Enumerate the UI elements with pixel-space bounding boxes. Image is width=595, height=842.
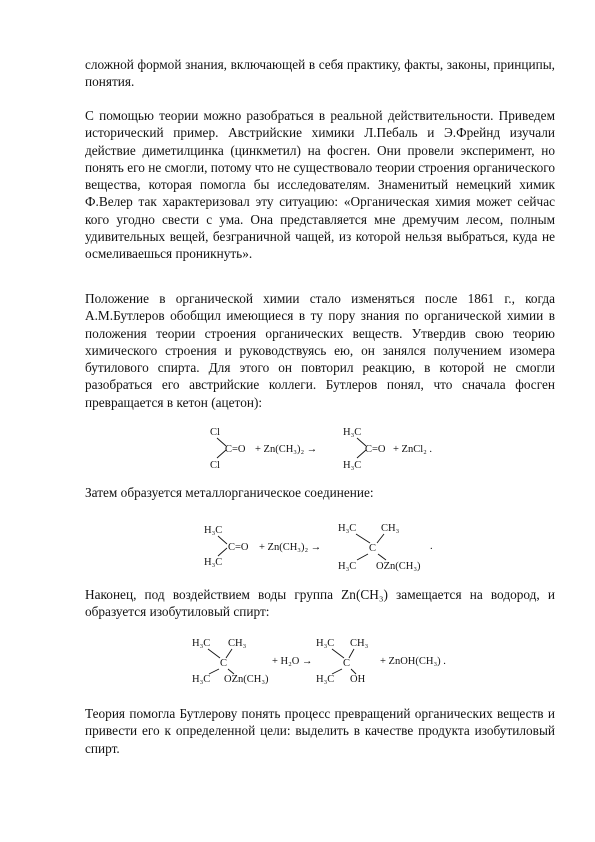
eq2-product-h3c-low: H₃C: [338, 561, 357, 572]
paragraph-conclusion: Теория помогла Бутлерову понять процесс превращений органических веществ и привести его к определенной цели: выделить в качестве продукта изобутиловый спирт.: [85, 706, 555, 756]
paragraph-history: С помощью теории можно разобраться в реальной действительности. Приведем исторический пример. Австрийские химики Л.Пебаль и Э.Фрейнд изучали действие диметилцинка (цинкметил) на фосген. Они провели эксперимент, но понять его не смогли, потому что не существовало теории строения органического вещества, которая помогла бы исследователям. Знаменитый немецкий химик Ф.Велер так характеризовал эту ситуацию: «Органическая химия может сейчас кого угодно свести с ума. Она представляется мне дремучим лесом, полным удивительных вещей, безграничной чащей, из которой нельзя выбраться, куда не осмеливаешься проникнуть».: [85, 108, 555, 262]
eq3-h3c-low: H₃C: [192, 674, 211, 685]
eq3-product-ch3: CH₃: [350, 638, 369, 649]
eq2-bond-top: [218, 536, 227, 544]
eq2-end-mark: .: [430, 541, 433, 552]
eq2-product-carbon: C: [369, 543, 377, 554]
eq2-bond-d: [378, 554, 386, 560]
eq3-bond-b: [226, 649, 232, 658]
eq1-carbonyl: C=O: [225, 444, 246, 455]
paragraph-butlerov: Положение в органической химии стало изменяться после 1861 г., когда А.М.Бутлеров обобщил имеющиеся в ту пору знания по органической химии в положения теории строения органических веществ. Утвердив свою теорию химического строения и руководствуясь ею, он занялся получением изомера бутилового спирта. Для этого он повторил реакцию, в которой не смогли разобраться его австрийские коллеги. Бутлеров понял, что сначала фосген превращается в кетон (ацетон):: [85, 291, 555, 410]
paragraph-intro: сложной формой знания, включающей в себя практику, факты, законы, принципы, понятия.: [85, 57, 555, 90]
paragraph-hydrolysis: Наконец, под воздействием воды группа Zn(CH₃) замещается на водород, и образуется изобутиловый спирт:: [85, 587, 555, 620]
eq2-product-ozn: OZn(CH₃): [376, 561, 421, 572]
eq2-bond-a: [356, 534, 370, 543]
eq2-bond-c: [357, 554, 368, 560]
equation-ketone-to-metalorganic: [200, 519, 450, 571]
eq3-product-carbon: C: [343, 658, 351, 669]
eq3-bond-e: [332, 649, 344, 658]
eq1-reagent: + Zn(CH₃)₂ →: [255, 444, 318, 455]
eq3-product: + ZnOH(CH₃) .: [380, 656, 446, 667]
eq2-h3c-top: H₃C: [204, 525, 223, 536]
eq3-product-h3c-low: H₃C: [316, 674, 335, 685]
eq2-product-ch3: CH₃: [381, 523, 400, 534]
eq3-product-oh: OH: [350, 674, 366, 685]
eq2-product-h3c: H₃C: [338, 523, 357, 534]
eq2-bond-bottom: [218, 548, 227, 556]
paragraph-metalorganic: Затем образуется металлорганическое соединение:: [85, 485, 374, 500]
eq1-h3c-bottom: H₃C: [343, 460, 362, 471]
eq3-bond-f: [349, 649, 354, 658]
eq2-carbonyl: C=O: [228, 542, 249, 553]
eq3-bond-c: [209, 669, 219, 674]
eq1-product: + ZnCl₂ .: [393, 444, 433, 455]
eq1-ketone-carbonyl: C=O: [365, 444, 386, 455]
eq2-reagent: + Zn(CH₃)₂ →: [259, 542, 322, 553]
eq3-ch3: CH₃: [228, 638, 247, 649]
eq2-h3c-bottom: H₃C: [204, 557, 223, 568]
eq3-h3c: H₃C: [192, 638, 211, 649]
eq1-h3c-top: H₃C: [343, 427, 362, 438]
eq3-ozn: OZn(CH₃): [224, 674, 269, 685]
eq1-cl-bottom: Cl: [210, 460, 220, 471]
eq3-carbon: C: [220, 658, 228, 669]
eq3-bond-a: [208, 649, 220, 658]
equation-phosgene-to-ketone: [195, 424, 455, 472]
eq1-cl-top: Cl: [210, 427, 220, 438]
equation-hydrolysis-to-alcohol: [190, 634, 460, 686]
eq2-bond-b: [377, 534, 384, 543]
eq3-reagent: + H₂O →: [272, 656, 313, 667]
eq3-product-h3c: H₃C: [316, 638, 335, 649]
